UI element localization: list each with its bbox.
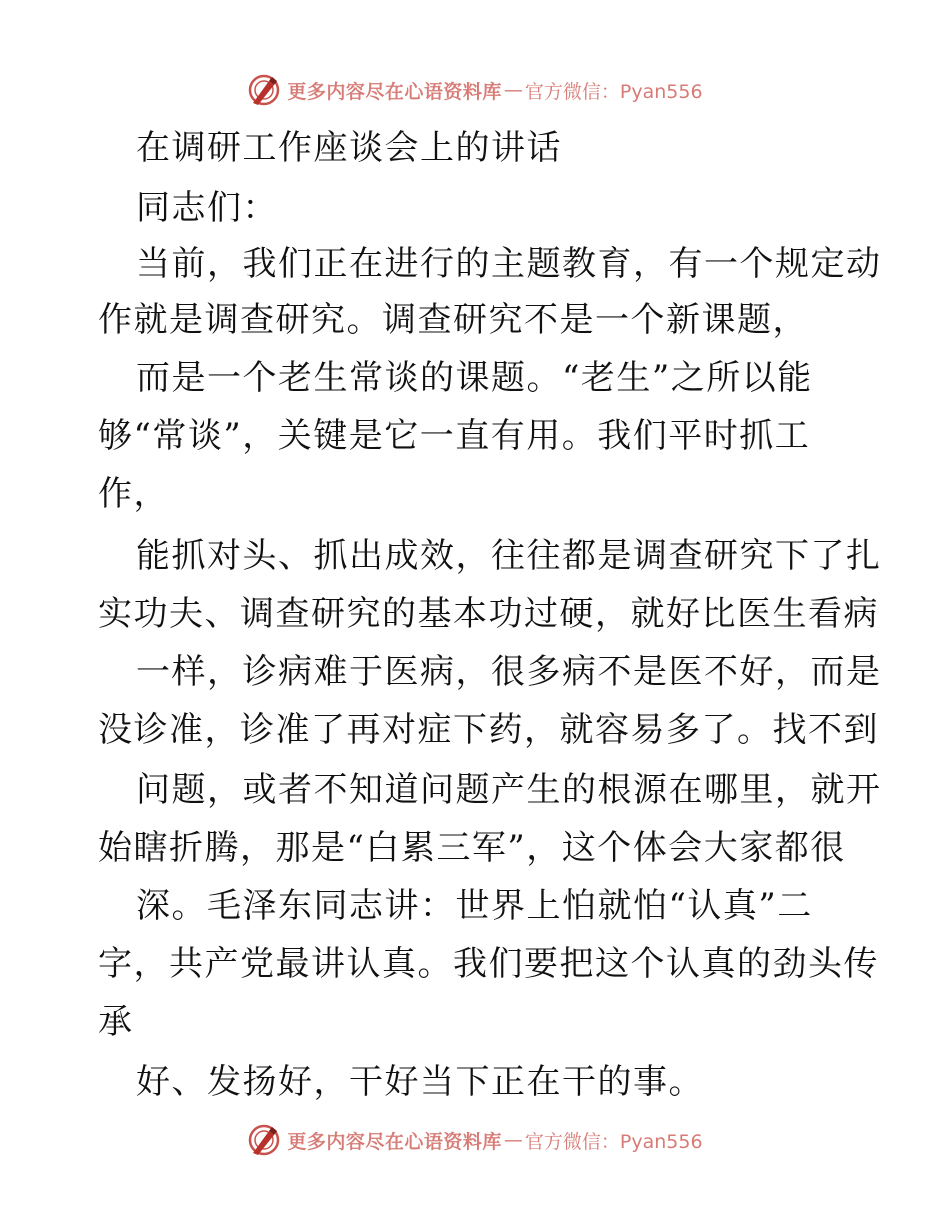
paragraph-line: 深。毛泽东同志讲：世界上怕就怕“认真”二 (136, 886, 813, 926)
header-watermark (0, 70, 950, 110)
watermark-site-text: 更多内容尽在心语资料库 (287, 80, 502, 103)
paragraph-line: 作就是调查研究。调查研究不是一个新课题， (98, 300, 808, 340)
paragraph-line: 字，共产党最讲认真。我们要把这个认真的劲头传 (98, 944, 879, 984)
paragraph-line: 始瞎折腾，那是“白累三军”，这个体会大家都很 (98, 828, 846, 868)
paragraph-line: 实功夫、调查研究的基本功过硬，就好比医生看病 (98, 594, 879, 634)
paragraph-line: 当前，我们正在进行的主题教育，有一个规定动 (136, 244, 882, 284)
paragraph-line: 而是一个老生常谈的课题。“老生”之所以能 (136, 358, 813, 398)
paragraph-line: 承 (98, 1002, 134, 1042)
document-title: 在调研工作座谈会上的讲话 (136, 128, 562, 168)
footer-watermark (0, 1120, 950, 1160)
red-pen-circle-logo-icon (247, 73, 281, 107)
watermark-wechat-text: 官方微信：Pyan556 (524, 80, 703, 103)
paragraph-line: 作， (98, 474, 169, 514)
paragraph-line: 够“常谈”，关键是它一直有用。我们平时抓工 (98, 416, 811, 456)
paragraph-line: 好、发扬好，干好当下正在干的事。 (136, 1062, 704, 1102)
watermark-wechat-text: 官方微信：Pyan556 (524, 1130, 703, 1153)
watermark-separator: — (503, 1129, 523, 1151)
red-pen-circle-logo-icon (247, 1123, 281, 1157)
paragraph-line: 问题，或者不知道问题产生的根源在哪里，就开 (136, 770, 882, 810)
paragraph-line: 没诊准，诊准了再对症下药，就容易多了。找不到 (98, 710, 879, 750)
document-salutation: 同志们： (136, 188, 278, 228)
paragraph-line: 能抓对头、抓出成效，往往都是调查研究下了扎 (136, 536, 882, 576)
paragraph-line: 一样，诊病难于医病，很多病不是医不好，而是 (136, 652, 882, 692)
watermark-separator: — (503, 79, 523, 101)
watermark-site-text: 更多内容尽在心语资料库 (287, 1130, 502, 1153)
